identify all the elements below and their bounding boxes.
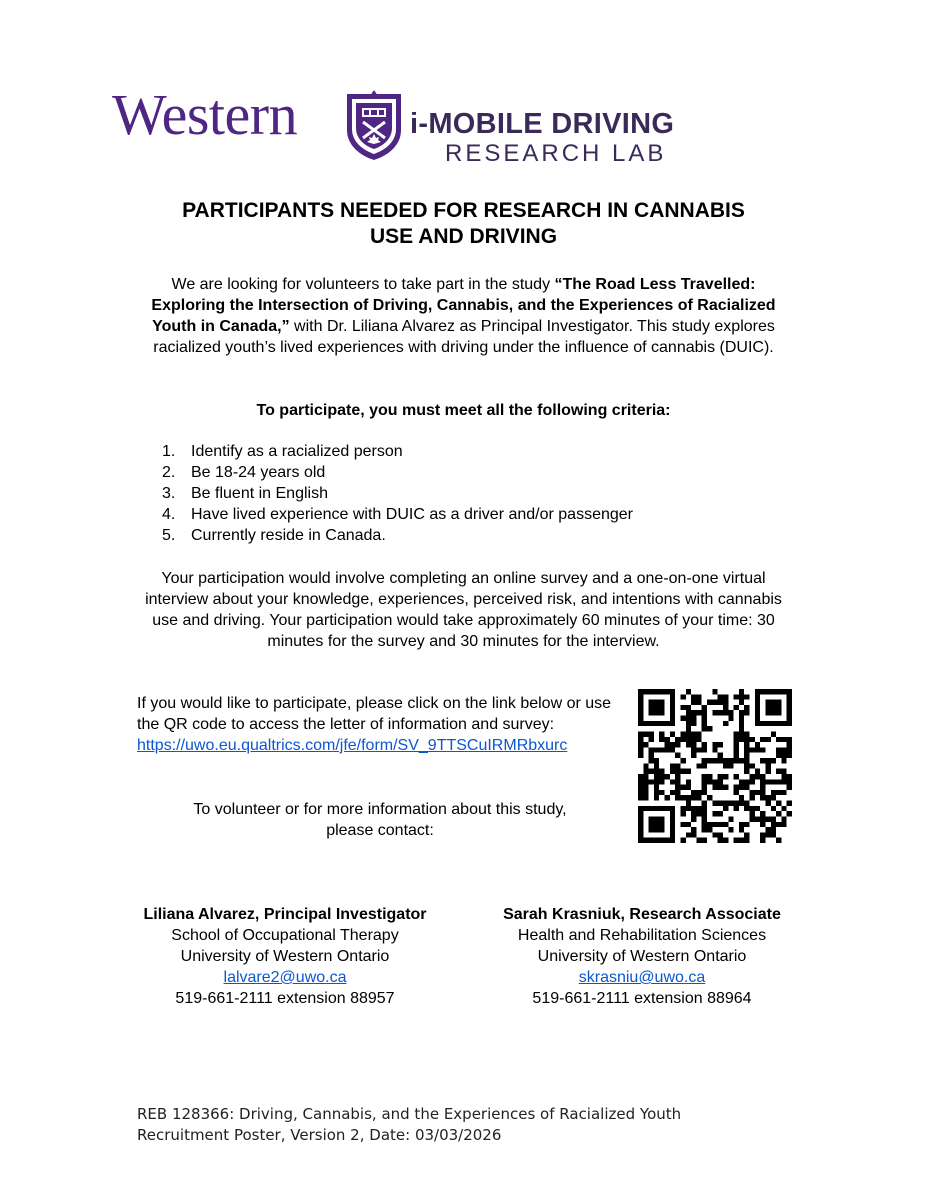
contact-univ: University of Western Ontario: [180, 948, 390, 965]
footer-line2: Recruitment Poster, Version 2, Date: 03/03/2026: [137, 1126, 502, 1144]
contact-email-link[interactable]: skrasniu@uwo.ca: [578, 969, 706, 986]
criteria-list: [162, 441, 633, 546]
criteria-item: [162, 441, 633, 462]
intro-after: with Dr. Liliana Alvarez as Principal Investigator. This study explores racialized youth’s lived experiences with driving under the influence of cannabis (DUIC).: [153, 318, 775, 356]
contact-card: [140, 904, 430, 1009]
qr-code[interactable]: [638, 689, 792, 843]
criteria-number: 3.: [162, 485, 176, 502]
criteria-text: Be 18-24 years old: [191, 464, 326, 481]
intro-before: We are looking for volunteers to take part in the study: [171, 276, 555, 293]
lab-subtitle: RESEARCH LAB: [445, 140, 667, 167]
criteria-text: Identify as a racialized person: [191, 443, 403, 460]
volunteer-text: To volunteer or for more information about this study, please contact:: [193, 801, 567, 839]
criteria-item: [162, 525, 633, 546]
contact-name: Sarah Krasniuk, Research Associate: [503, 906, 781, 923]
criteria-text: Be fluent in English: [191, 485, 328, 502]
participate-text: If you would like to participate, please click on the link below or use the QR code to access the letter of information and survey:: [137, 695, 612, 733]
criteria-item: [162, 483, 633, 504]
criteria-text: Have lived experience with DUIC as a driver and/or passenger: [191, 506, 633, 523]
criteria-number: 4.: [162, 506, 176, 523]
criteria-number: 2.: [162, 464, 176, 481]
footer: [137, 1104, 681, 1146]
criteria-heading: To participate, you must meet all the following criteria:: [256, 402, 671, 419]
criteria-number: 5.: [162, 527, 176, 544]
western-crest-icon: [343, 90, 405, 162]
page-title-line2: USE AND DRIVING: [369, 225, 558, 248]
survey-link[interactable]: https://uwo.eu.qualtrics.com/jfe/form/SV_9TTSCuIRMRbxurc: [137, 737, 568, 754]
contact-phone: 519-661-2111 extension 88957: [175, 990, 395, 1007]
contact-univ: University of Western Ontario: [537, 948, 747, 965]
contact-dept: School of Occupational Therapy: [171, 927, 399, 944]
page-title-line1: PARTICIPANTS NEEDED FOR RESEARCH IN CANNABIS: [182, 199, 745, 222]
contact-name: Liliana Alvarez, Principal Investigator: [143, 906, 427, 923]
study-title: “The Road Less Travelled: Exploring the Intersection of Driving, Cannabis, and the Experiences of Racialized Youth in Canada,”: [151, 276, 776, 335]
intro-paragraph: [135, 274, 792, 358]
contact-phone: 519-661-2111 extension 88964: [532, 990, 752, 1007]
footer-line1: REB 128366: Driving, Cannabis, and the Experiences of Racialized Youth: [137, 1105, 682, 1123]
criteria-text: Currently reside in Canada.: [191, 527, 386, 544]
contact-card: [492, 904, 792, 1009]
involvement-paragraph: Your participation would involve completing an online survey and a one-on-one virtual interview about your knowledge, experiences, perceived risk, and intentions with cannabis use and driving. Your participation would take approximately 60 minutes of your time: 30 minutes for the survey and 30 minutes for the interview.: [145, 570, 782, 650]
participate-block: [137, 693, 627, 756]
criteria-item: [162, 504, 633, 525]
criteria-item: [162, 462, 633, 483]
criteria-number: 1.: [162, 443, 176, 460]
lab-title: i-MOBILE DRIVING: [410, 108, 675, 140]
western-wordmark: Western: [112, 82, 298, 147]
contact-dept: Health and Rehabilitation Sciences: [517, 927, 767, 944]
contact-email-link[interactable]: lalvare2@uwo.ca: [223, 969, 347, 986]
page-title: [120, 198, 807, 250]
